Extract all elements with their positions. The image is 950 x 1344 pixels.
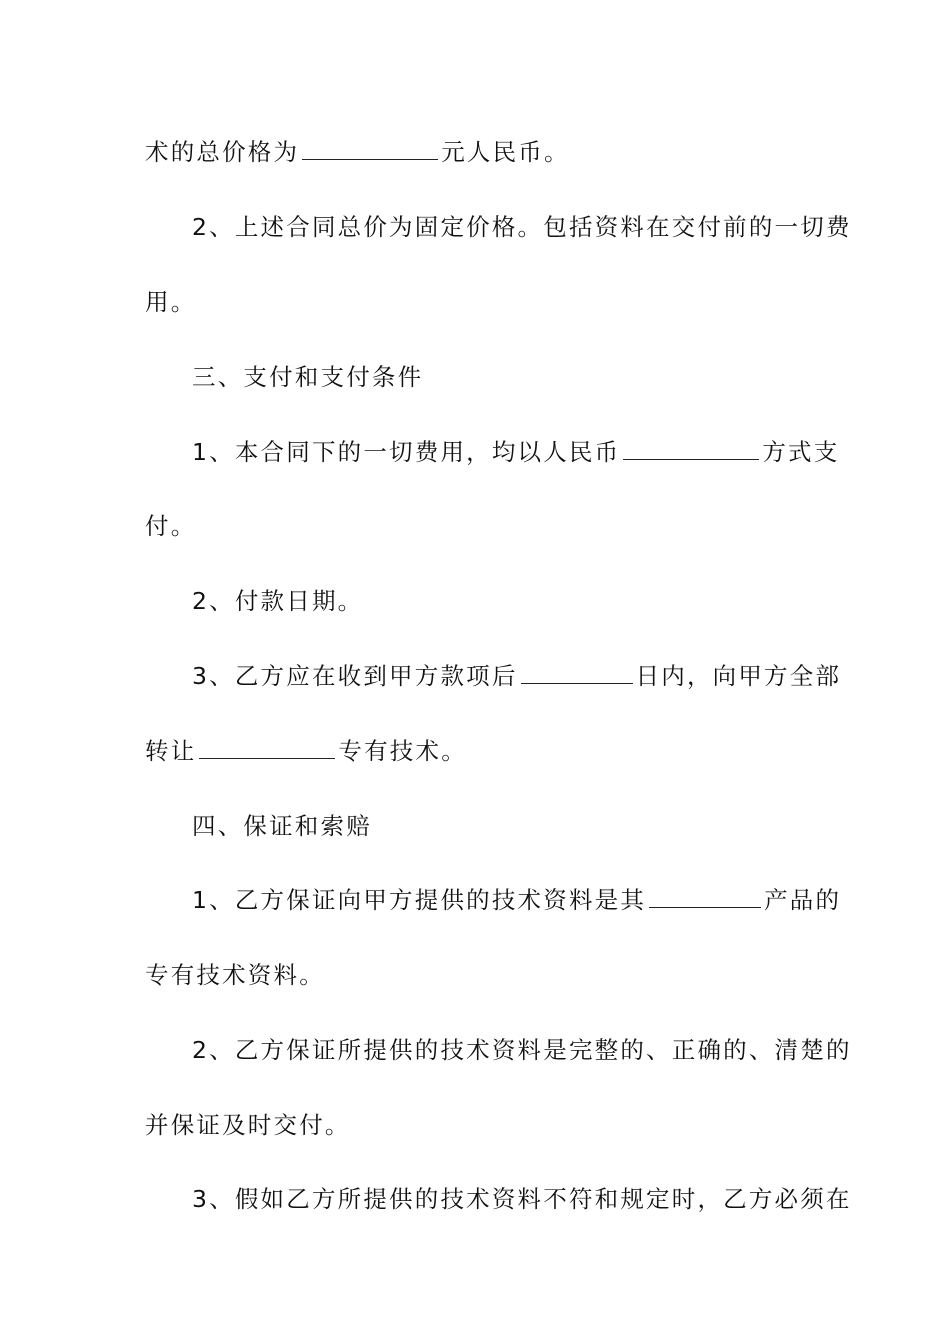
fill-in-blank xyxy=(649,883,761,908)
fill-in-blank xyxy=(521,659,633,684)
fill-in-blank xyxy=(199,734,335,759)
section-heading xyxy=(145,357,810,397)
line-text: 用。 xyxy=(145,288,197,316)
line-text: 3、假如乙方所提供的技术资料不符和规定时，乙方必须在 xyxy=(192,1185,852,1213)
line-text: 付。 xyxy=(145,512,197,540)
section-heading xyxy=(145,806,810,846)
line-text: 2、付款日期。 xyxy=(192,587,364,615)
line-text: 日内，向甲方全部 xyxy=(635,662,842,690)
text-line xyxy=(145,581,810,621)
line-text: 术的总价格为 xyxy=(145,138,300,166)
line-text: 转让 xyxy=(145,737,197,765)
text-line xyxy=(145,656,842,696)
line-text: 元人民币。 xyxy=(441,138,570,166)
text-line xyxy=(145,132,810,172)
line-text: 专有技术资料。 xyxy=(145,961,325,989)
line-text: 1、乙方保证向甲方提供的技术资料是其 xyxy=(192,886,647,914)
text-line xyxy=(145,282,810,322)
line-text: 方式支 xyxy=(762,438,840,466)
text-line xyxy=(145,207,852,247)
text-line xyxy=(145,880,842,920)
line-text: 1、本合同下的一切费用，均以人民币 xyxy=(192,438,621,466)
line-text: 并保证及时交付。 xyxy=(145,1111,351,1139)
line-text: 专有技术。 xyxy=(338,737,467,765)
text-line xyxy=(145,506,810,546)
line-text: 三、支付和支付条件 xyxy=(192,363,424,391)
fill-in-blank xyxy=(623,435,759,460)
text-line xyxy=(145,1030,852,1070)
line-text: 2、上述合同总价为固定价格。包括资料在交付前的一切费 xyxy=(192,213,852,241)
text-line xyxy=(145,432,840,472)
line-text: 四、保证和索赔 xyxy=(192,812,372,840)
line-text: 产品的 xyxy=(764,886,842,914)
line-text: 2、乙方保证所提供的技术资料是完整的、正确的、清楚的 xyxy=(192,1036,852,1064)
text-line xyxy=(145,1179,852,1219)
text-line xyxy=(145,1105,810,1145)
fill-in-blank xyxy=(302,135,438,160)
line-text: 3、乙方应在收到甲方款项后 xyxy=(192,662,518,690)
text-line xyxy=(145,955,810,995)
text-line xyxy=(145,731,810,771)
